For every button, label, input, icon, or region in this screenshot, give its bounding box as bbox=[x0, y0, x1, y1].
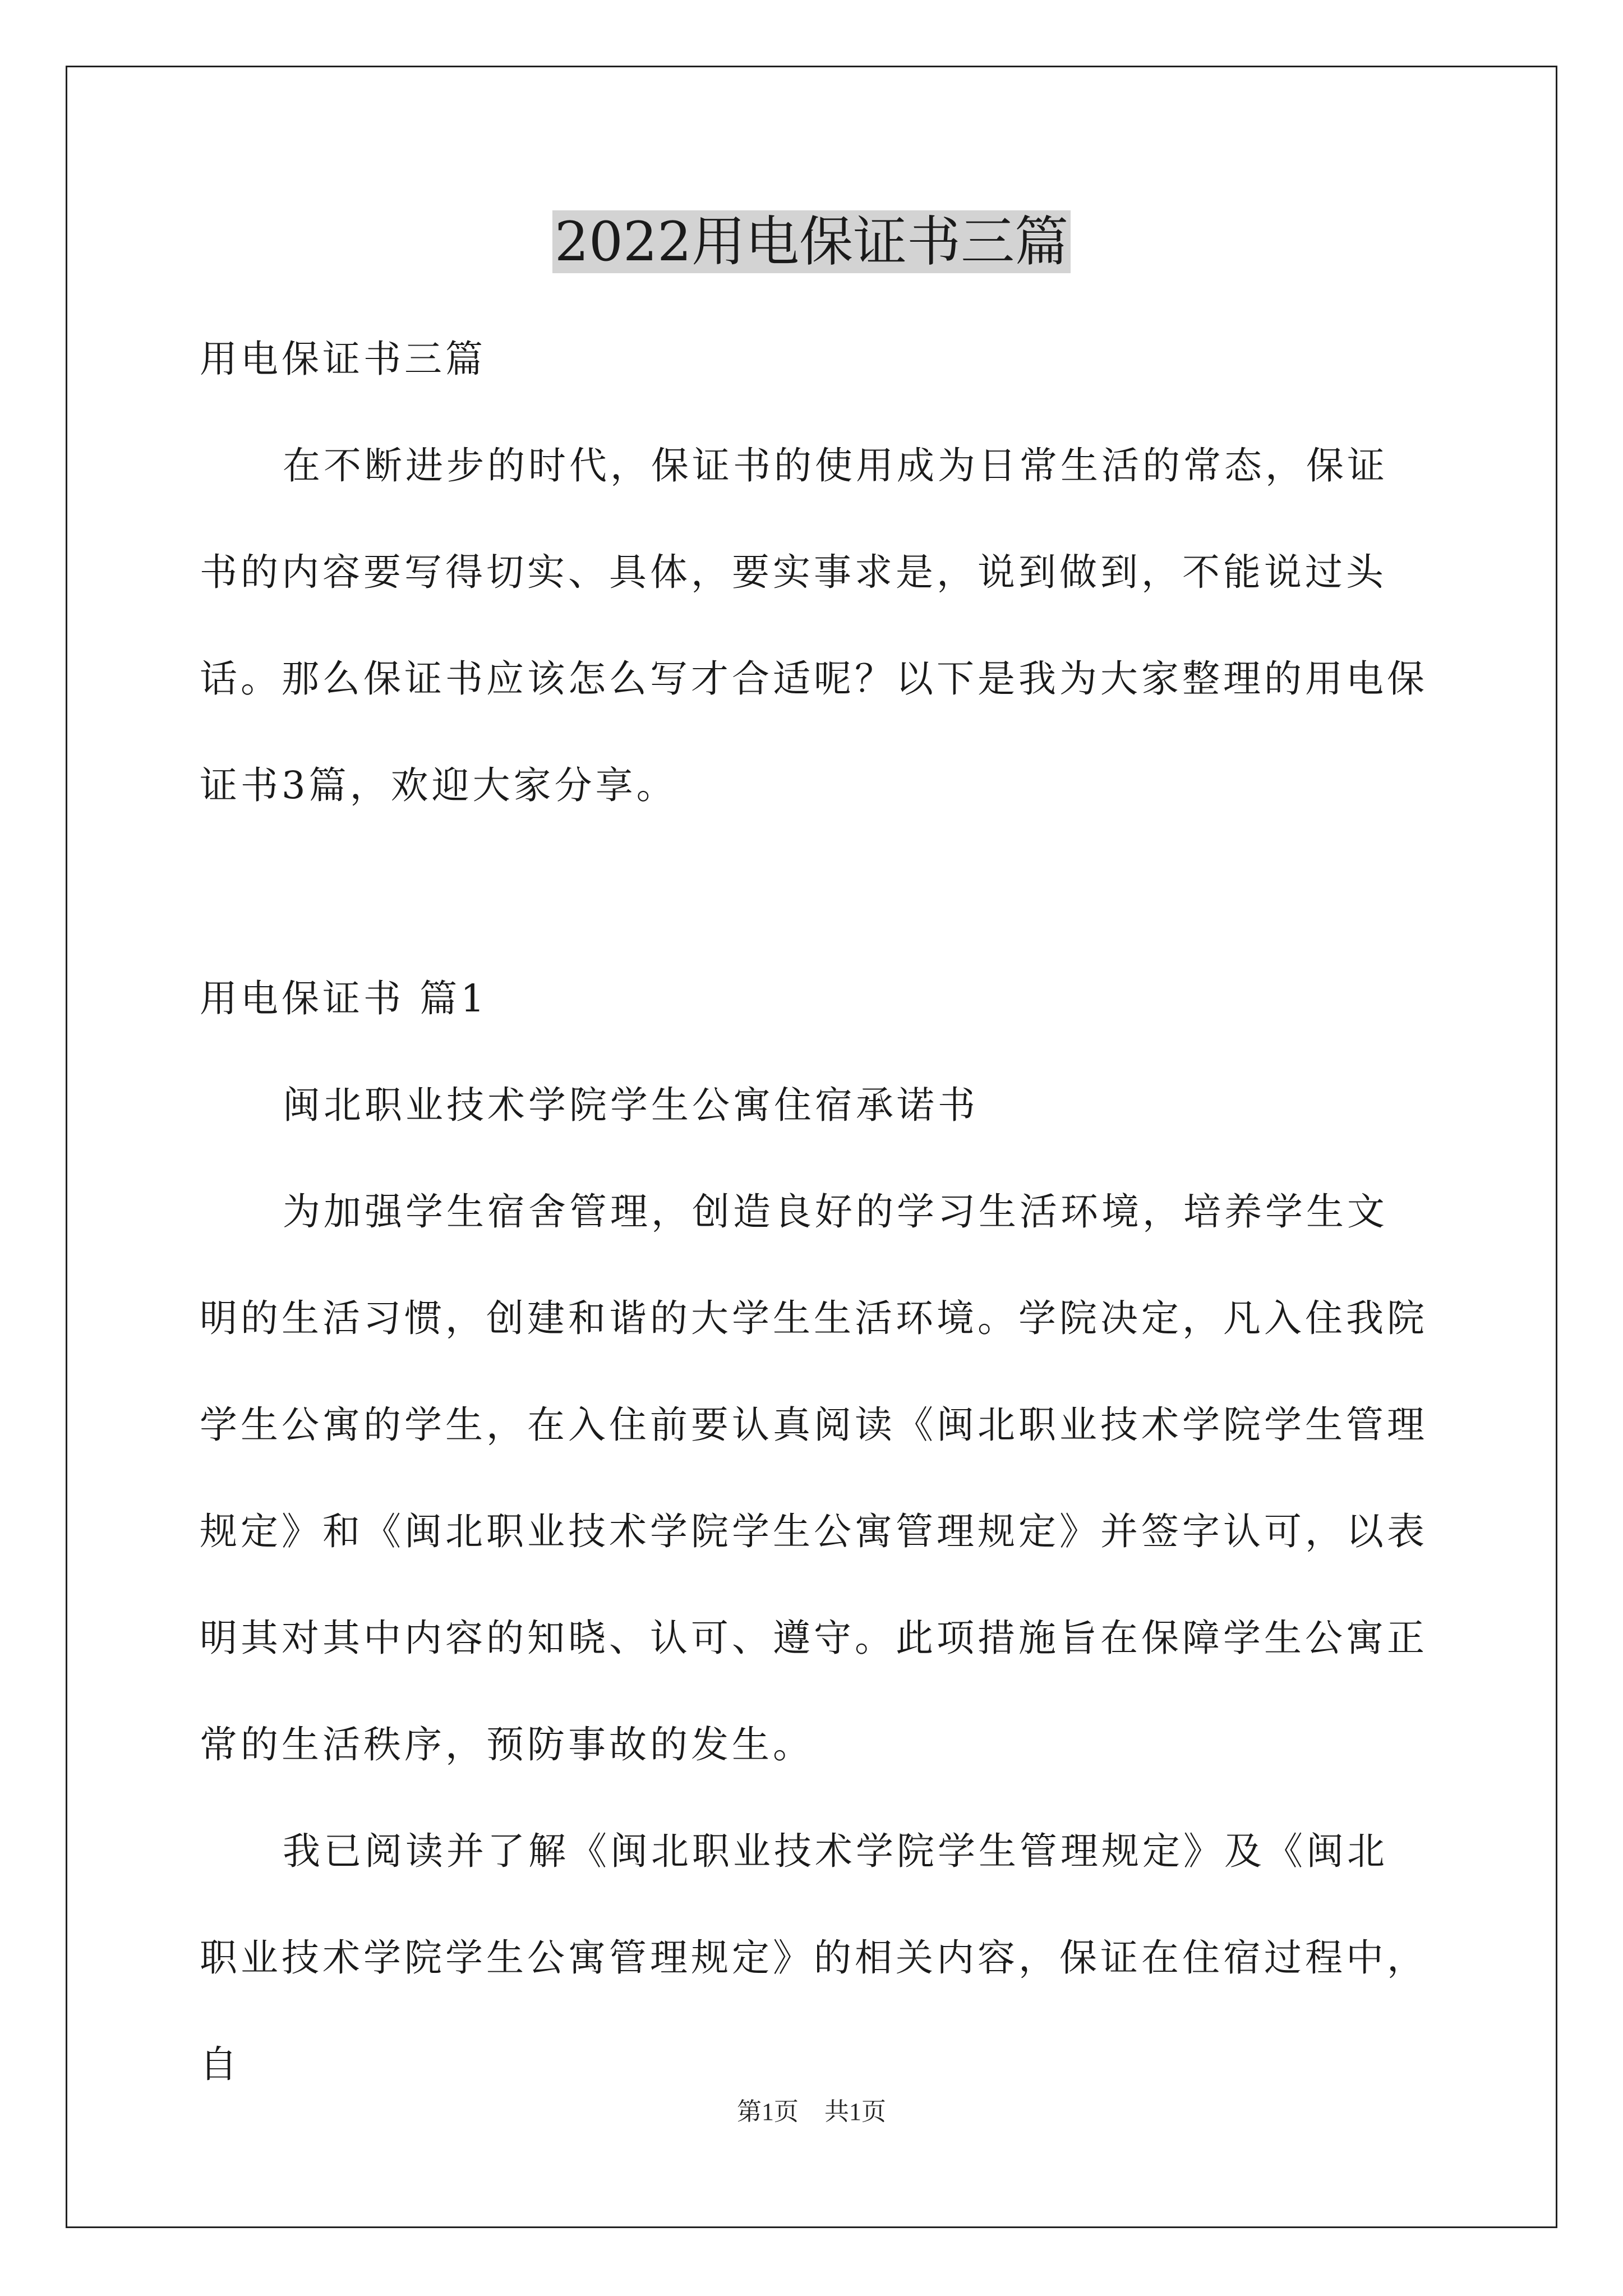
page-total: 共1页 bbox=[824, 2098, 886, 2125]
document-subtitle: 用电保证书三篇 bbox=[200, 337, 486, 381]
section-heading: 用电保证书 篇1 bbox=[200, 977, 488, 1020]
body-paragraph: 我已阅读并了解《闽北职业技术学院学生管理规定》及《闽北职业技术学院学生公寓管理规定》的相关内容，保证在住宿过程中，自 bbox=[200, 1829, 1428, 2086]
page-number: 第1页 bbox=[737, 2098, 799, 2125]
document-title-text: 2022用电保证书三篇 bbox=[552, 210, 1071, 273]
document-body bbox=[200, 306, 1428, 2118]
body-paragraph: 为加强学生宿舍管理，创造良好的学习生活环境，培养学生文明的生活习惯，创建和谐的大学生生活环境。学院决定，凡入住我院学生公寓的学生，在入住前要认真阅读《闽北职业技术学院学生管理规定》和《闽北职业技术学院学生公寓管理规定》并签字认可，以表明其对其中内容的知晓、认可、遵守。此项措施旨在保障学生公寓正常的生活秩序，预防事故的发生。 bbox=[200, 1190, 1428, 1766]
section-title: 闽北职业技术学院学生公寓住宿承诺书 bbox=[283, 1083, 979, 1127]
intro-paragraph: 在不断进步的时代，保证书的使用成为日常生活的常态，保证书的内容要写得切实、具体，要实事求是，说到做到，不能说过头话。那么保证书应该怎么写才合适呢？以下是我为大家整理的用电保证书3篇，欢迎大家分享。 bbox=[200, 444, 1428, 807]
page-footer bbox=[0, 2095, 1623, 2129]
document-title bbox=[0, 205, 1623, 278]
